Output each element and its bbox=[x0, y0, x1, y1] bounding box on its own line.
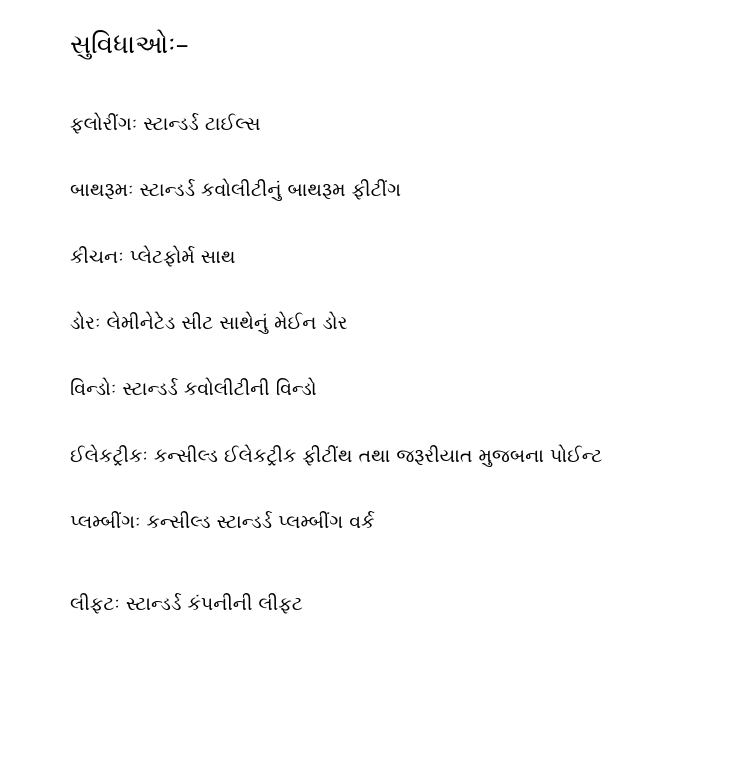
facility-item-window: વિન્ડોઃ સ્ટાન્ડર્ડ કવોલીટીની વિન્ડો bbox=[70, 378, 317, 400]
facility-item-lift: લીફટઃ સ્ટાન્ડર્ડ કંપનીની લીફટ bbox=[70, 593, 303, 615]
facility-item-kitchen: કીચનઃ પ્લેટફોર્મ સાથ bbox=[70, 246, 236, 268]
facility-item-electrical: ઈલેકટ્રીકઃ કન્સીલ્ડ ઈલેકટ્રીક ફીટીંથ તથા જરૂરીયાત મુજબના પોઈન્ટ bbox=[70, 445, 603, 467]
facility-item-plumbing: પ્લમ્બીંગઃ કન્સીલ્ડ સ્ટાન્ડર્ડ પ્લમ્બીંગ વર્ક bbox=[70, 511, 375, 533]
facility-item-bathroom: બાથરૂમઃ સ્ટાન્ડર્ડ કવોલીટીનું બાથરૂમ ફીટીંગ bbox=[70, 179, 401, 201]
facilities-heading: સુવિધાઓઃ– bbox=[70, 30, 189, 60]
facility-item-door: ડોરઃ લેમીનેટેડ સીટ સાથેનું મેઈન ડોર bbox=[70, 312, 348, 334]
facility-item-flooring: ફલોરીંગઃ સ્ટાન્ડર્ડ ટાઈલ્સ bbox=[70, 113, 261, 135]
